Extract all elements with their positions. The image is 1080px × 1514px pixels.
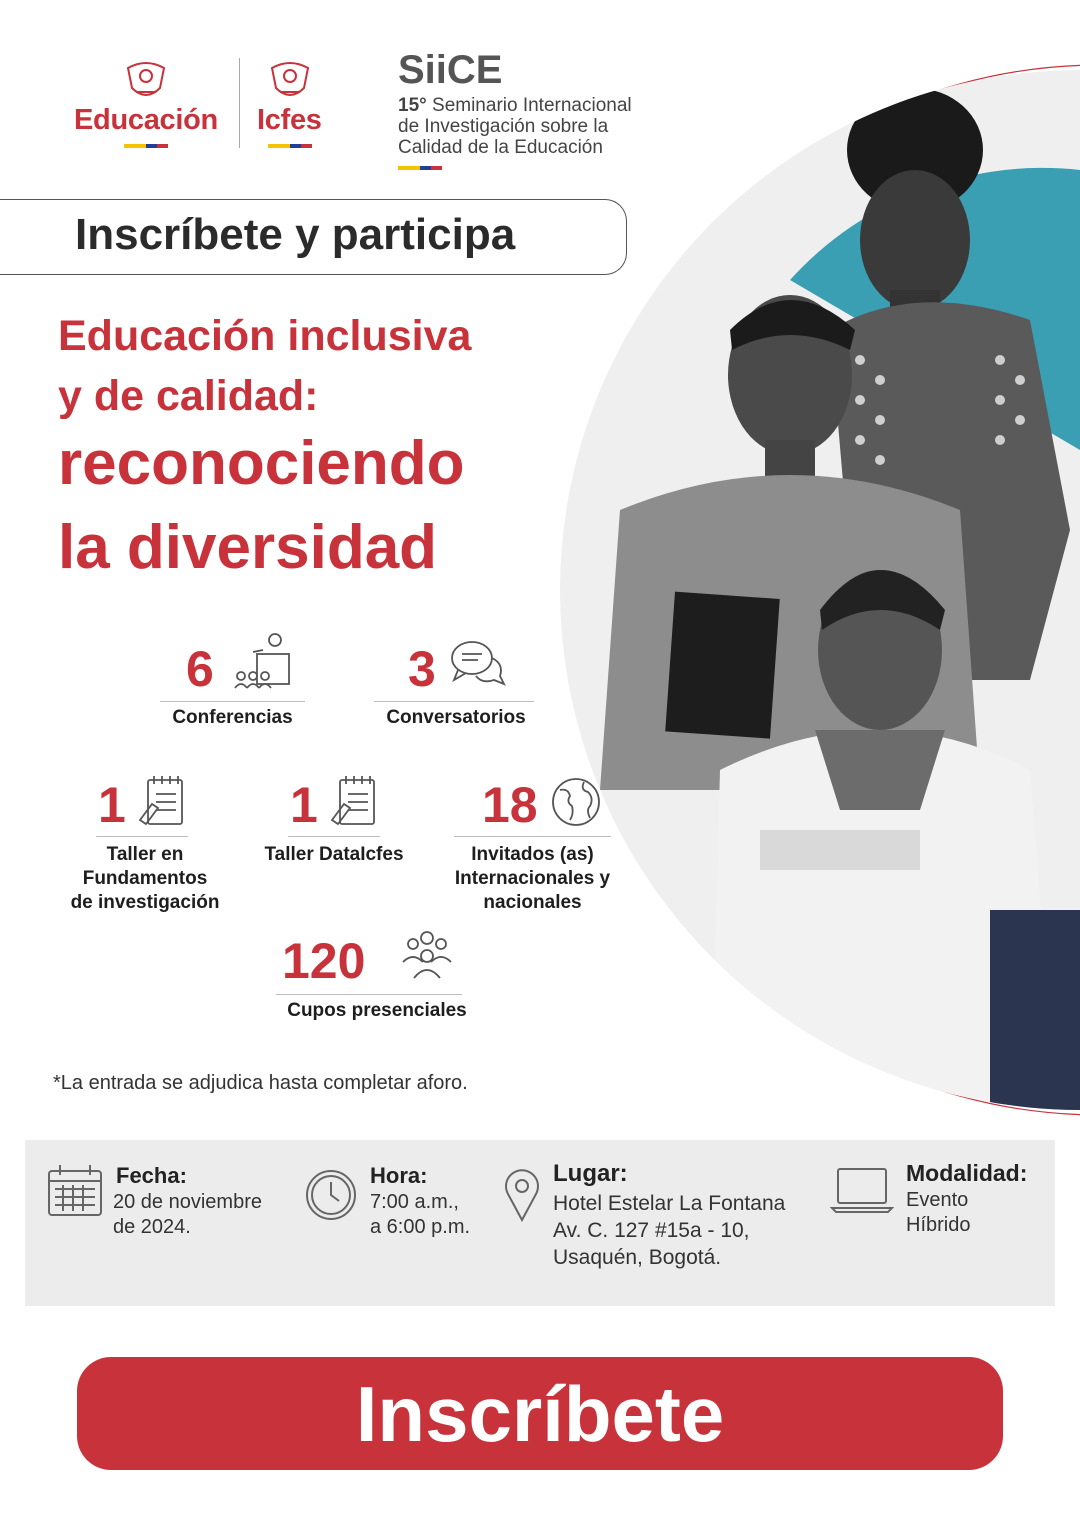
stat-label: Taller DataIcfes — [264, 844, 404, 865]
laptop-icon — [830, 1166, 894, 1214]
stat-value: 3 — [408, 641, 436, 697]
modalidad-line: Evento — [906, 1189, 969, 1211]
headline-line-2: y de calidad: — [58, 372, 319, 420]
modalidad-line: Híbrido — [906, 1214, 971, 1236]
lugar-title: Lugar: — [553, 1160, 628, 1187]
fecha-line: de 2024. — [113, 1216, 191, 1238]
flag-stripe — [124, 144, 168, 148]
flag-stripe — [268, 144, 312, 148]
globe-icon — [550, 776, 602, 828]
group-people-icon — [400, 930, 454, 980]
fecha-line: 20 de noviembre — [113, 1191, 262, 1213]
seminar-line-3: Calidad de la Educación — [398, 137, 603, 158]
stat-underline — [288, 836, 380, 837]
lugar-line: Hotel Estelar La Fontana — [553, 1192, 786, 1215]
stat-label-line: Taller en — [106, 844, 184, 865]
stat-label — [50, 843, 240, 915]
coat-of-arms-icon — [124, 58, 168, 104]
stat-label: Conferencias — [172, 707, 293, 728]
banner-pill — [0, 199, 627, 275]
stat-underline — [160, 701, 305, 702]
lugar-line: Usaquén, Bogotá. — [553, 1246, 722, 1269]
stat-label-line: Invitados (as) — [471, 844, 594, 865]
speaker-podium-icon — [233, 630, 293, 690]
stat-label — [430, 843, 635, 915]
stat-value: 18 — [482, 777, 538, 833]
fecha-value — [113, 1190, 262, 1240]
inscribete-button[interactable] — [77, 1357, 1003, 1470]
headline-line-1: Educación inclusiva — [58, 312, 472, 360]
siice-logo: SiiCE — [398, 48, 503, 92]
seminar-title — [398, 95, 632, 158]
stat-value: 120 — [282, 933, 366, 989]
chat-bubbles-icon — [448, 638, 506, 690]
notepad-pencil-icon — [328, 774, 378, 828]
modalidad-title: Modalidad: — [906, 1160, 1028, 1186]
stat-label-line: Fundamentos — [82, 868, 208, 889]
stat-underline — [96, 836, 188, 837]
seminar-line-2: de Investigación sobre la — [398, 116, 609, 137]
seminar-number: 15° — [398, 95, 427, 116]
stat-underline — [374, 701, 534, 702]
modalidad-value — [906, 1188, 970, 1238]
stat-label-line: de investigación — [70, 892, 220, 913]
hora-line: a 6:00 p.m. — [370, 1216, 471, 1238]
educacion-logo-text: Educación — [74, 104, 218, 136]
stat-label: Cupos presenciales — [287, 1000, 467, 1021]
calendar-icon — [46, 1163, 104, 1219]
lugar-value — [553, 1190, 785, 1271]
icfes-logo-text: Icfes — [257, 104, 322, 136]
headline-line-4: la diversidad — [58, 513, 438, 582]
notepad-pencil-icon — [136, 774, 186, 828]
photo-collage — [560, 30, 1080, 1150]
banner-text: Inscríbete y participa — [75, 210, 516, 259]
coat-of-arms-icon — [268, 58, 312, 104]
stat-value: 1 — [290, 777, 318, 833]
stat-value: 1 — [98, 777, 126, 833]
capacity-note: *La entrada se adjudica hasta completar aforo. — [53, 1072, 468, 1094]
clock-icon — [304, 1168, 358, 1222]
stat-value: 6 — [186, 641, 214, 697]
logo-divider — [239, 58, 240, 148]
stat-label: Conversatorios — [386, 707, 526, 728]
location-pin-icon — [502, 1166, 542, 1224]
stat-label-line: nacionales — [483, 892, 582, 913]
lugar-line: Av. C. 127 #15a - 10, — [553, 1219, 750, 1242]
inscribete-button-label: Inscríbete — [355, 1370, 725, 1458]
flag-stripe — [398, 166, 442, 170]
seminar-line-1: Seminario Internacional — [432, 95, 632, 116]
hora-line: 7:00 a.m., — [370, 1191, 459, 1213]
hora-value — [370, 1190, 470, 1240]
stat-underline — [276, 994, 462, 995]
fecha-title: Fecha: — [116, 1163, 187, 1188]
stat-label-line: Internacionales y — [454, 868, 611, 889]
hora-title: Hora: — [370, 1163, 428, 1188]
headline-line-3: reconociendo — [58, 429, 465, 498]
stat-underline — [454, 836, 611, 837]
